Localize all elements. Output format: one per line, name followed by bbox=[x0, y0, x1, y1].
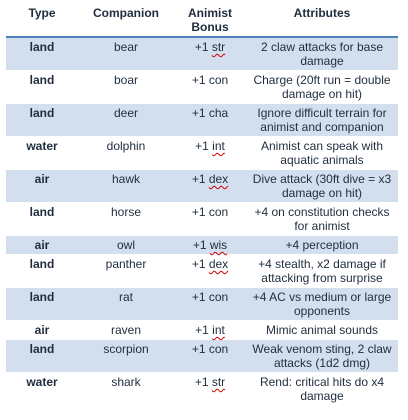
cell-companion: rat bbox=[78, 288, 174, 321]
cell-attributes: Rend: critical hits do x4 damage bbox=[246, 373, 398, 406]
table-row bbox=[6, 255, 398, 288]
cell-attributes: Animist can speak with aquatic animals bbox=[246, 137, 398, 170]
table-row bbox=[6, 203, 398, 236]
cell-attributes: +4 perception bbox=[246, 236, 398, 255]
cell-companion: dolphin bbox=[78, 137, 174, 170]
table-row bbox=[6, 288, 398, 321]
bonus-stat: con bbox=[208, 205, 229, 219]
cell-attributes: +4 stealth, x2 damage if attacking from surprise bbox=[246, 255, 398, 288]
header-row bbox=[6, 2, 398, 37]
bonus-prefix: +1 bbox=[195, 323, 213, 337]
cell-type: air bbox=[6, 321, 78, 340]
cell-type: land bbox=[6, 71, 78, 104]
cell-companion: shark bbox=[78, 373, 174, 406]
cell-type: water bbox=[6, 373, 78, 406]
bonus-prefix: +1 bbox=[195, 139, 213, 153]
cell-type: water bbox=[6, 137, 78, 170]
companion-table bbox=[6, 2, 398, 405]
table-row bbox=[6, 236, 398, 255]
cell-attributes: Charge (20ft run = double damage on hit) bbox=[246, 71, 398, 104]
cell-type: land bbox=[6, 340, 78, 373]
table-row bbox=[6, 340, 398, 373]
cell-companion: deer bbox=[78, 104, 174, 137]
cell-bonus bbox=[174, 236, 246, 255]
bonus-prefix: +1 bbox=[192, 238, 210, 252]
cell-bonus bbox=[174, 203, 246, 236]
bonus-stat: str bbox=[211, 375, 226, 389]
cell-type: land bbox=[6, 288, 78, 321]
cell-attributes: +4 on constitution checks for animist bbox=[246, 203, 398, 236]
cell-type: land bbox=[6, 255, 78, 288]
bonus-prefix: +1 bbox=[191, 205, 209, 219]
cell-bonus bbox=[174, 340, 246, 373]
bonus-stat: con bbox=[208, 290, 229, 304]
bonus-prefix: +1 bbox=[191, 106, 209, 120]
cell-companion: boar bbox=[78, 71, 174, 104]
bonus-stat: wis bbox=[209, 238, 228, 252]
cell-bonus bbox=[174, 37, 246, 71]
table-row bbox=[6, 170, 398, 203]
cell-companion: owl bbox=[78, 236, 174, 255]
header-type: Type bbox=[6, 2, 78, 37]
cell-companion: scorpion bbox=[78, 340, 174, 373]
cell-type: land bbox=[6, 104, 78, 137]
companion-table-container bbox=[6, 2, 398, 405]
bonus-stat: int bbox=[212, 323, 225, 337]
cell-bonus bbox=[174, 170, 246, 203]
bonus-stat: con bbox=[208, 342, 229, 356]
table-row bbox=[6, 104, 398, 137]
table-row bbox=[6, 37, 398, 71]
bonus-stat: str bbox=[211, 40, 226, 54]
cell-attributes: Dive attack (30ft dive = x3 damage on hit) bbox=[246, 170, 398, 203]
cell-companion: panther bbox=[78, 255, 174, 288]
cell-bonus bbox=[174, 137, 246, 170]
cell-bonus bbox=[174, 71, 246, 104]
bonus-stat: int bbox=[212, 139, 225, 153]
bonus-prefix: +1 bbox=[191, 290, 209, 304]
bonus-prefix: +1 bbox=[194, 375, 212, 389]
header-attributes: Attributes bbox=[246, 2, 398, 37]
bonus-prefix: +1 bbox=[194, 40, 212, 54]
cell-type: land bbox=[6, 203, 78, 236]
cell-bonus bbox=[174, 321, 246, 340]
cell-type: air bbox=[6, 170, 78, 203]
cell-attributes: +4 AC vs medium or large opponents bbox=[246, 288, 398, 321]
cell-companion: hawk bbox=[78, 170, 174, 203]
table-row bbox=[6, 71, 398, 104]
header-companion: Companion bbox=[78, 2, 174, 37]
cell-bonus bbox=[174, 373, 246, 406]
cell-attributes: Weak venom sting, 2 claw attacks (1d2 dmg) bbox=[246, 340, 398, 373]
cell-companion: bear bbox=[78, 37, 174, 71]
cell-bonus bbox=[174, 255, 246, 288]
bonus-stat: cha bbox=[208, 106, 229, 120]
cell-type: land bbox=[6, 37, 78, 71]
cell-bonus bbox=[174, 288, 246, 321]
cell-attributes: 2 claw attacks for base damage bbox=[246, 37, 398, 71]
cell-bonus bbox=[174, 104, 246, 137]
bonus-prefix: +1 bbox=[191, 342, 209, 356]
bonus-stat: dex bbox=[208, 257, 229, 271]
header-animist-bonus: Animist Bonus bbox=[174, 2, 246, 37]
bonus-prefix: +1 bbox=[191, 73, 209, 87]
cell-attributes: Ignore difficult terrain for animist and companion bbox=[246, 104, 398, 137]
bonus-stat: dex bbox=[208, 172, 229, 186]
cell-companion: horse bbox=[78, 203, 174, 236]
cell-companion: raven bbox=[78, 321, 174, 340]
table-row bbox=[6, 373, 398, 406]
table-row bbox=[6, 137, 398, 170]
bonus-stat: con bbox=[208, 73, 229, 87]
bonus-prefix: +1 bbox=[191, 172, 209, 186]
cell-attributes: Mimic animal sounds bbox=[246, 321, 398, 340]
cell-type: air bbox=[6, 236, 78, 255]
table-row bbox=[6, 321, 398, 340]
bonus-prefix: +1 bbox=[191, 257, 209, 271]
